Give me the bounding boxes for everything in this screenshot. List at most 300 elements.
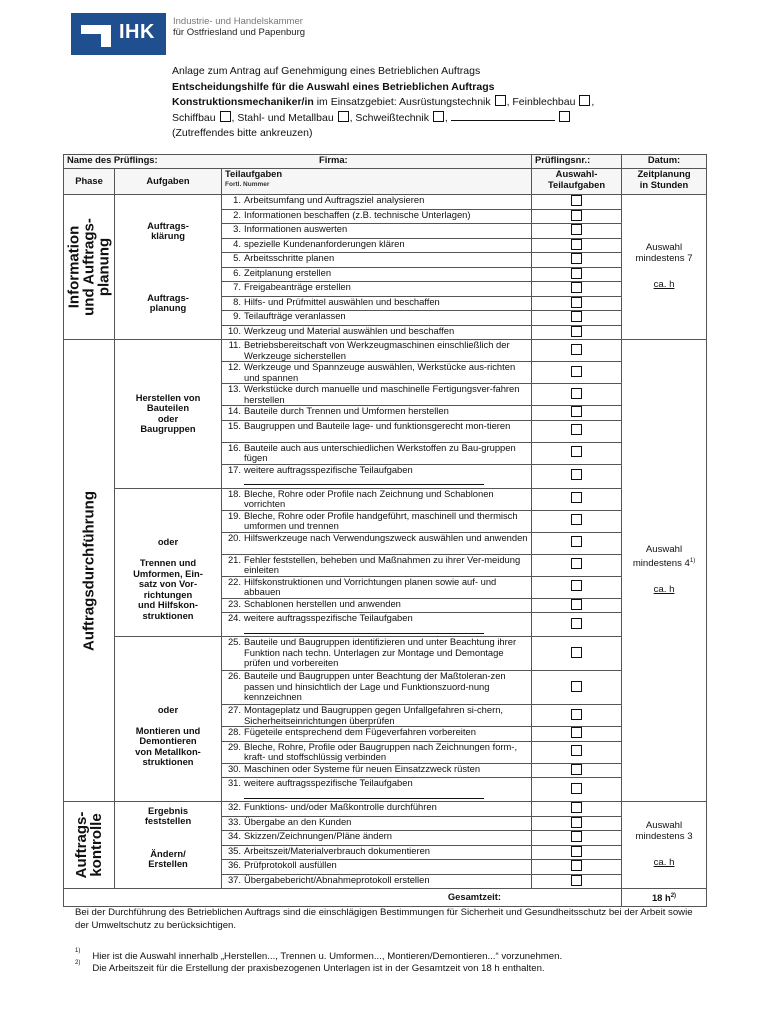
- auswahl-cell: [532, 637, 622, 671]
- task-checkbox[interactable]: [571, 536, 582, 547]
- task-cell: [222, 831, 532, 846]
- task-label: Skizzen/Zeichnungen/Pläne ändern: [244, 830, 393, 841]
- footnote-2: [75, 960, 545, 975]
- auswahl-cell: [532, 384, 622, 406]
- task-cell: [222, 532, 532, 554]
- task-cell: [222, 224, 532, 239]
- task-text: [224, 533, 528, 544]
- task-label: Fügeteile entsprechend dem Fügeverfahren vorbereiten: [244, 726, 476, 737]
- task-label: Bauteile und Baugruppen unter Beachtung der Maßtoleran-zen passen und hinsichtlich der Lage und Funktionszuord-nung kennzeichnen: [244, 670, 506, 702]
- zeitplanung-header: Zeitplanung in Stunden: [622, 169, 707, 195]
- task-number: 35.: [227, 844, 241, 856]
- task-checkbox[interactable]: [571, 195, 582, 206]
- custom-task-field[interactable]: [244, 475, 484, 485]
- custom-task-field[interactable]: [244, 624, 484, 634]
- auswahl-cell: [532, 831, 622, 846]
- task-cell: [222, 778, 532, 802]
- phase-cell: [64, 195, 115, 340]
- task-number: 36.: [227, 859, 241, 870]
- task-cell: [222, 576, 532, 598]
- task-text: [224, 875, 528, 886]
- other-area-field[interactable]: [451, 112, 555, 121]
- task-label: Werkzeug und Material auswählen und beschaffen: [244, 324, 455, 336]
- task-text: [224, 195, 528, 206]
- task-checkbox[interactable]: [571, 406, 582, 417]
- auswahl-cell: [532, 420, 622, 442]
- zeit-sup: 1): [689, 557, 696, 564]
- task-text: [224, 831, 528, 842]
- task-label: Arbeitsumfang und Auftragsziel analysieren: [244, 194, 425, 205]
- task-checkbox[interactable]: [571, 282, 582, 293]
- task-number: 37.: [227, 873, 241, 885]
- task-text: [224, 282, 528, 293]
- task-number: 16.: [227, 441, 241, 453]
- task-label: spezielle Kundenanforderungen klären: [244, 237, 405, 249]
- task-number: 8.: [233, 295, 241, 307]
- total-value: 18 h: [651, 892, 671, 904]
- aufgabe-label: Auftrags- klärung: [115, 195, 222, 268]
- task-label: Hilfs- und Prüfmittel auswählen und beschaffen: [244, 295, 440, 307]
- task-text: [224, 764, 528, 775]
- aufgaben-header: Aufgaben: [115, 169, 222, 195]
- auswahl-cell: [532, 802, 622, 817]
- task-text: [224, 489, 528, 510]
- auswahl-cell: [532, 671, 622, 705]
- task-cell: [222, 705, 532, 727]
- task-number: 33.: [227, 815, 241, 827]
- task-label: Werkzeuge und Spannzeuge auswählen, Werkstücke aus-richten und spannen: [244, 361, 516, 383]
- task-number: 6.: [233, 266, 241, 278]
- task-cell: [222, 554, 532, 576]
- aufgabe-label: Auftrags- planung: [115, 267, 222, 340]
- intro-schiffbau: Schiffbau: [172, 111, 216, 124]
- task-checkbox[interactable]: [571, 681, 582, 692]
- task-text: [224, 465, 528, 476]
- intro-feinblechbau: , Feinblechbau: [506, 96, 576, 108]
- auswahl-cell: [532, 267, 622, 282]
- task-label: Montageplatz und Baugruppen gegen Unfallgefahren si-chern, Sicherheitseinrichtungen überprüfen: [244, 704, 504, 726]
- task-number: 20.: [227, 531, 241, 543]
- zeit-hours-field[interactable]: ca. h: [653, 584, 675, 596]
- zeit-cell-3: [622, 802, 707, 889]
- name-label: Name des Prüflings:: [67, 154, 158, 165]
- task-label: weitere auftragsspezifische Teilaufgaben: [244, 612, 413, 623]
- task-checkbox[interactable]: [571, 424, 582, 435]
- auswahl-cell: [532, 488, 622, 510]
- task-text: [224, 637, 528, 669]
- task-cell: [222, 816, 532, 831]
- task-cell: [222, 362, 532, 384]
- auswahl-cell: [532, 224, 622, 239]
- task-checkbox[interactable]: [571, 727, 582, 738]
- header-row-1: [64, 155, 707, 169]
- auswahl-cell: [532, 554, 622, 576]
- task-number: 27.: [227, 704, 241, 715]
- auswahl-cell: [532, 727, 622, 742]
- task-number: 10.: [227, 324, 241, 336]
- table-row: [64, 802, 707, 817]
- zeit-min-line: [625, 556, 703, 570]
- firma-label: Firma:: [319, 154, 348, 165]
- task-cell: [222, 406, 532, 421]
- intro-line4: [172, 111, 594, 127]
- task-label: Hilfskonstruktionen und Vorrichtungen planen sowie auf- und abbauen: [244, 575, 497, 597]
- logo-line2: für Ostfriesland und Papenburg: [173, 27, 306, 38]
- auswahl-cell: [532, 705, 622, 727]
- name-field[interactable]: [64, 155, 532, 169]
- task-label: Baugruppen und Bauteile lage- und funktionsgerecht mon-tieren: [244, 419, 511, 431]
- task-cell: [222, 325, 532, 340]
- task-checkbox[interactable]: [571, 253, 582, 264]
- phase-label: Auftrags- kontrolle: [73, 811, 105, 879]
- task-label: weitere auftragsspezifische Teilaufgaben: [244, 463, 413, 475]
- zeit-minimum: mindestens 4: [632, 557, 690, 569]
- auswahl-cell: [532, 340, 622, 362]
- task-cell: [222, 763, 532, 778]
- task-label: Bleche, Rohre oder Profile handgeführt, maschinell und thermisch umformen und trennen: [244, 509, 518, 531]
- task-checkbox[interactable]: [571, 366, 582, 377]
- task-number: 26.: [227, 670, 241, 681]
- task-number: 11.: [228, 339, 241, 350]
- pruefnr-field[interactable]: Prüflingsnr.:: [532, 155, 622, 169]
- footnote-1-mark: 1): [75, 948, 81, 954]
- task-number: 28.: [227, 726, 241, 737]
- task-cell: [222, 613, 532, 637]
- task-label: Übergabe an den Kunden: [244, 815, 352, 827]
- task-number: 7.: [233, 281, 241, 292]
- table-row: [64, 637, 707, 671]
- checkbox-feinblechbau[interactable]: [579, 95, 590, 106]
- task-checkbox[interactable]: [571, 599, 582, 610]
- auswahl-cell: [532, 613, 622, 637]
- logo-abbr: IHK: [119, 21, 155, 43]
- task-label: Prüfprotokoll ausfüllen: [244, 859, 337, 870]
- task-text: [224, 846, 528, 857]
- task-checkbox[interactable]: [571, 210, 582, 221]
- task-cell: [222, 420, 532, 442]
- intro-area-label: im Einsatzgebiet: Ausrüstungstechnik: [313, 96, 491, 108]
- task-text: [224, 210, 528, 221]
- task-checkbox[interactable]: [571, 446, 582, 457]
- logo-text: [173, 16, 305, 38]
- logo-arrow-icon: [81, 25, 111, 47]
- intro-line1: Anlage zum Antrag auf Genehmigung eines Betrieblichen Auftrags: [172, 65, 481, 77]
- intro-stahlbau: , Stahl- und Metallbau: [231, 111, 334, 124]
- task-cell: [222, 464, 532, 488]
- task-label: Übergabebericht/Abnahmeprotokoll erstellen: [244, 873, 430, 885]
- task-checkbox[interactable]: [571, 817, 582, 828]
- task-text: [224, 860, 528, 871]
- task-number: 3.: [233, 223, 241, 234]
- auswahl-cell: [532, 362, 622, 384]
- intro-line2: Entscheidungshilfe für die Auswahl eines Betrieblichen Auftrags: [172, 80, 495, 93]
- auswahl-cell: [532, 532, 622, 554]
- task-label: Fehler feststellen, beheben und Maßnahmen zu ihrer Ver-meidung einleiten: [244, 553, 521, 575]
- footnote-2-mark: 2): [75, 960, 81, 966]
- checkbox-schweisstechnik[interactable]: [433, 111, 444, 122]
- datum-field[interactable]: Datum:: [622, 155, 707, 169]
- auswahl-cell: [532, 598, 622, 613]
- teilaufgaben-label: Teilaufgaben: [225, 168, 283, 179]
- task-text: [224, 555, 528, 576]
- aufgabe-label: oder Montieren und Demontieren von Metallkon- struktionen: [115, 637, 222, 802]
- phase-label: Auftragsdurchführung: [80, 490, 98, 651]
- task-number: 12.: [227, 361, 241, 372]
- task-checkbox[interactable]: [571, 297, 582, 308]
- task-checkbox[interactable]: [571, 558, 582, 569]
- task-text: [224, 742, 528, 763]
- task-cell: [222, 267, 532, 282]
- task-checkbox[interactable]: [571, 224, 582, 235]
- task-text: [224, 297, 528, 308]
- task-number: 21.: [227, 553, 241, 565]
- table-row: [64, 267, 707, 282]
- auswahl-cell: [532, 816, 622, 831]
- task-cell: [222, 741, 532, 763]
- task-number: 32.: [227, 801, 241, 812]
- task-cell: [222, 253, 532, 268]
- task-label: Bauteile und Baugruppen identifizieren und unter Beachtung ihrer Funktion nach techn. Unterlagen zur Montage und Demontage prüfen und vorbereiten: [244, 636, 517, 668]
- phase-label: Information und Auftrags- planung: [65, 218, 113, 316]
- zeit-hours-field[interactable]: ca. h: [653, 857, 675, 869]
- task-number: 2.: [233, 208, 241, 220]
- auswahl-cell: [532, 209, 622, 224]
- task-cell: [222, 340, 532, 362]
- table-row: [64, 831, 707, 846]
- zeit-auswahl: Auswahl: [645, 820, 683, 832]
- logo-mark: [71, 13, 166, 55]
- zeit-minimum: mindestens 7: [635, 252, 693, 264]
- intro-schweisstechnik: , Schweißtechnik: [349, 111, 429, 124]
- task-checkbox[interactable]: [571, 764, 582, 775]
- task-text: [224, 778, 528, 789]
- task-number: 17.: [227, 463, 241, 475]
- zeit-minimum: mindestens 3: [635, 830, 693, 842]
- table-row: [64, 195, 707, 210]
- task-label: Bauteile durch Trennen und Umformen herstellen: [244, 405, 449, 416]
- task-text: [224, 671, 528, 703]
- task-checkbox[interactable]: [571, 514, 582, 525]
- task-checkbox[interactable]: [571, 860, 582, 871]
- task-checkbox[interactable]: [571, 580, 582, 591]
- auswahl-cell: [532, 282, 622, 297]
- task-text: [224, 511, 528, 532]
- task-number: 23.: [227, 597, 241, 609]
- task-cell: [222, 510, 532, 532]
- task-number: 1.: [233, 194, 241, 205]
- task-text: [224, 224, 528, 235]
- checkbox-stahlbau[interactable]: [338, 111, 349, 122]
- intro-line5: (Zutreffendes bitte ankreuzen): [172, 127, 313, 139]
- task-label: Zeitplanung erstellen: [244, 266, 332, 278]
- task-checkbox[interactable]: [571, 745, 582, 756]
- task-text: [224, 253, 528, 264]
- task-number: 14.: [227, 405, 241, 416]
- task-cell: [222, 384, 532, 406]
- task-label: Maschinen oder Systeme für neuen Einsatzzweck rüsten: [244, 762, 481, 774]
- task-label: Betriebsbereitschaft von Werkzeugmaschinen einschließlich der Werkzeuge sicherstellen: [244, 339, 510, 361]
- custom-task-field[interactable]: [244, 789, 484, 799]
- task-number: 4.: [233, 237, 241, 249]
- checkbox-other[interactable]: [559, 111, 570, 122]
- task-text: [224, 340, 528, 361]
- task-cell: [222, 238, 532, 253]
- auswahl-cell: [532, 238, 622, 253]
- task-cell: [222, 488, 532, 510]
- task-text: [224, 311, 528, 322]
- auswahl-cell: [532, 325, 622, 340]
- task-checkbox[interactable]: [571, 709, 582, 720]
- task-number: 19.: [227, 509, 241, 521]
- intro-role: Konstruktionsmechaniker/in: [172, 96, 314, 108]
- task-text: [224, 599, 528, 610]
- task-label: Bauteile auch aus unterschiedlichen Werkstoffen zu Bau-gruppen fügen: [244, 441, 516, 463]
- task-number: 30.: [227, 762, 241, 774]
- task-cell: [222, 195, 532, 210]
- zeit-min-line: [625, 832, 703, 843]
- intro-comma: ,: [444, 111, 448, 124]
- task-label: Arbeitszeit/Materialverbrauch dokumentieren: [244, 844, 431, 856]
- task-checkbox[interactable]: [571, 326, 582, 337]
- zeit-cell-2: [622, 340, 707, 802]
- task-text: [224, 727, 528, 738]
- safety-note: Bei der Durchführung des Betrieblichen Auftrags sind die einschlägigen Bestimmungen für Sicherheit und Gesundheitsschutz bei der Arbeit sowie der Umweltschutz zu berücksichtigen.: [75, 907, 693, 931]
- auswahl-cell: [532, 311, 622, 326]
- task-text: [224, 326, 528, 337]
- teilaufgaben-header: [222, 169, 532, 195]
- task-label: Arbeitsschritte planen: [244, 252, 335, 263]
- task-checkbox[interactable]: [571, 846, 582, 857]
- task-cell: [222, 442, 532, 464]
- total-value-cell: [622, 889, 707, 907]
- auswahl-cell: [532, 442, 622, 464]
- task-text: [224, 406, 528, 417]
- tasks-table: [63, 154, 707, 907]
- task-number: 18.: [227, 487, 241, 499]
- task-number: 25.: [227, 636, 241, 647]
- auswahl-cell: [532, 860, 622, 875]
- aufgabe-label: Herstellen von Bauteilen oder Baugruppen: [115, 340, 222, 489]
- phase-cell: [64, 802, 115, 889]
- task-label: Informationen auswerten: [244, 223, 348, 234]
- task-label: Informationen beschaffen (z.B. technische Unterlagen): [244, 208, 471, 220]
- task-cell: [222, 282, 532, 297]
- aufgabe-label: Ändern/ Erstellen: [115, 831, 222, 889]
- task-checkbox[interactable]: [571, 875, 582, 886]
- task-text: [224, 817, 528, 828]
- auswahl-cell: [532, 874, 622, 889]
- phase-cell: [64, 340, 115, 802]
- task-cell: [222, 874, 532, 889]
- total-label: Gesamtzeit:: [64, 889, 622, 907]
- total-row: [64, 889, 707, 907]
- task-checkbox[interactable]: [571, 268, 582, 279]
- task-label: Werkstücke durch manuelle und maschinelle Fertigungsver-fahren herstellen: [244, 383, 520, 405]
- task-checkbox[interactable]: [571, 783, 582, 794]
- task-checkbox[interactable]: [571, 344, 582, 355]
- phase-header: Phase: [64, 169, 115, 195]
- tasks-body: [64, 195, 707, 889]
- task-cell: [222, 209, 532, 224]
- auswahl-cell: [532, 195, 622, 210]
- zeit-auswahl: Auswahl: [645, 544, 683, 556]
- task-text: [224, 443, 528, 464]
- aufgabe-label: Ergebnis feststellen: [115, 802, 222, 831]
- aufgabe-label: oder Trennen und Umformen, Ein- satz von Vor- richtungen und Hilfskon- struktionen: [115, 488, 222, 637]
- auswahl-cell: [532, 296, 622, 311]
- auswahl-cell: [532, 510, 622, 532]
- task-checkbox[interactable]: [571, 388, 582, 399]
- task-label: Teilaufträge veranlassen: [244, 310, 346, 321]
- task-label: Bleche, Rohre oder Profile nach Zeichnung und Schablonen vorrichten: [244, 487, 494, 509]
- checkbox-schiffbau[interactable]: [220, 111, 231, 122]
- task-checkbox[interactable]: [571, 831, 582, 842]
- task-checkbox[interactable]: [571, 802, 582, 813]
- zeit-auswahl: Auswahl: [645, 242, 683, 254]
- task-checkbox[interactable]: [571, 311, 582, 322]
- task-number: 5.: [233, 252, 241, 263]
- zeit-hours-field[interactable]: ca. h: [653, 279, 675, 291]
- task-cell: [222, 860, 532, 875]
- task-number: 22.: [227, 575, 241, 587]
- auswahl-cell: [532, 464, 622, 488]
- checkbox-ausruestungstechnik[interactable]: [495, 95, 506, 106]
- auswahl-cell: [532, 576, 622, 598]
- task-number: 15.: [227, 419, 241, 431]
- task-number: 34.: [227, 830, 241, 841]
- task-number: 13.: [227, 383, 241, 394]
- intro-line3: Konstruktionsmechaniker/in im Einsatzgebiet: Ausrüstungstechnik , Feinblechbau ,: [172, 96, 595, 108]
- task-cell: [222, 727, 532, 742]
- task-checkbox[interactable]: [571, 618, 582, 629]
- task-cell: [222, 802, 532, 817]
- task-number: 29.: [227, 740, 241, 752]
- task-label: Bleche, Rohre, Profile oder Baugruppen nach Zeichnungen form-, kraft- und stoffschlüssig verbinden: [244, 740, 518, 762]
- auswahl-cell: [532, 778, 622, 802]
- zeit-cell-1: [622, 195, 707, 340]
- task-checkbox[interactable]: [571, 239, 582, 250]
- task-cell: [222, 637, 532, 671]
- task-cell: [222, 598, 532, 613]
- task-cell: [222, 845, 532, 860]
- task-text: [224, 802, 528, 813]
- task-text: [224, 268, 528, 279]
- task-label: Schablonen herstellen und anwenden: [244, 597, 401, 609]
- table-row: [64, 340, 707, 362]
- task-number: 24.: [227, 612, 241, 623]
- task-checkbox[interactable]: [571, 647, 582, 658]
- auswahl-cell: [532, 741, 622, 763]
- logo-line1: Industrie- und Handelskammer: [173, 16, 303, 27]
- footnote-1-text: Hier ist die Auswahl innerhalb „Herstellen..., Trennen u. Umformen..., Montieren/Demontieren...“ vorzunehmen.: [92, 951, 563, 963]
- auswahl-cell: [532, 845, 622, 860]
- task-text: [224, 613, 528, 624]
- task-text: [224, 362, 528, 383]
- auswahl-cell: [532, 253, 622, 268]
- task-label: weitere auftragsspezifische Teilaufgaben: [244, 777, 413, 788]
- task-text: [224, 239, 528, 250]
- task-checkbox[interactable]: [571, 469, 582, 480]
- auswahl-header: Auswahl- Teilaufgaben: [532, 169, 622, 195]
- task-checkbox[interactable]: [571, 492, 582, 503]
- task-cell: [222, 311, 532, 326]
- task-label: Freigabeanträge erstellen: [244, 281, 351, 292]
- task-number: 31.: [227, 777, 241, 788]
- table-row: [64, 488, 707, 510]
- task-text: [224, 577, 528, 598]
- task-text: [224, 705, 528, 726]
- task-cell: [222, 296, 532, 311]
